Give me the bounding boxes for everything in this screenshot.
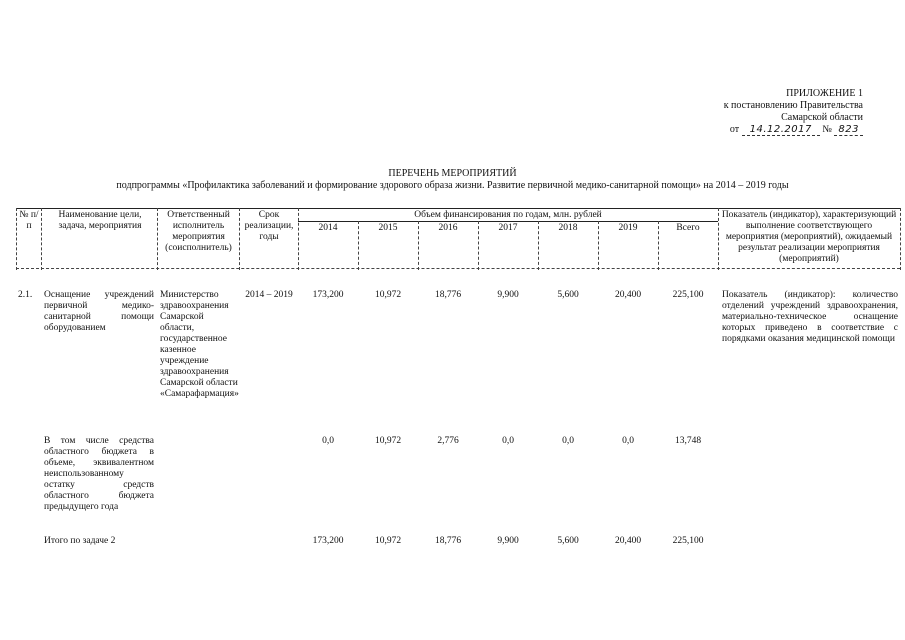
appendix-date-line — [724, 124, 863, 136]
row3-value: 9,900 — [497, 536, 519, 546]
row1-executor: Министерство здравоохранения Самарской области, государственное казенное учреждение здравоохранения Самарской области «Самарафармация» — [160, 290, 239, 399]
row1-num: 2.1. — [18, 290, 33, 300]
row2-value: 0,0 — [502, 436, 514, 446]
appendix-region: Самарской области — [781, 112, 863, 123]
row3-value: 10,972 — [374, 536, 402, 546]
number-value: 823 — [834, 124, 863, 136]
row2-name: В том числе средства областного бюджета в объеме, эквивалентном неиспользованному остатку средств областного бюджета предыдущего года — [44, 436, 154, 512]
row3-value: 5,600 — [557, 536, 579, 546]
row2-value: 10,972 — [374, 436, 402, 446]
appendix-decree: к постановлению Правительства — [723, 100, 863, 111]
row2-value: 2,776 — [437, 436, 459, 446]
header-year: 2018 — [558, 223, 578, 233]
appendix-block — [724, 88, 863, 136]
header-year: 2017 — [498, 223, 518, 233]
date-value: 14.12.2017 — [742, 124, 820, 136]
row1-term: 2014 – 2019 — [245, 290, 293, 300]
row3-value: 20,400 — [614, 536, 642, 546]
row1-value: 173,200 — [312, 290, 344, 300]
header-year: 2014 — [318, 223, 338, 233]
row1-total: 225,100 — [672, 290, 704, 300]
number-prefix: № — [822, 124, 832, 135]
header-indicator: Показатель (индикатор), характеризующий выполнение соответствующего мероприятия (мероприятий), ожидаемый результат реализации мероприятия (мероприятий) — [721, 210, 897, 264]
row3-total: 225,100 — [672, 536, 704, 546]
header-year: 2016 — [438, 223, 458, 233]
row2-value: 0,0 — [622, 436, 634, 446]
row1-indicator: Показатель (индикатор): количество отделений учреждений здравоохранения, материально-техническое оснащение которых приведено в соответствие с порядками оказания медицинской помощи — [722, 290, 898, 344]
header-year-total: Всего — [676, 223, 700, 233]
header-year: 2015 — [378, 223, 398, 233]
header-term: Срок реализации, годы — [244, 210, 294, 242]
row1-value: 18,776 — [434, 290, 462, 300]
row1-value: 9,900 — [497, 290, 519, 300]
row3-name: Итого по задаче 2 — [44, 536, 116, 546]
document-title — [0, 168, 905, 192]
row1-value: 20,400 — [614, 290, 642, 300]
date-prefix: от — [729, 124, 740, 135]
header-name: Наименование цели, задача, мероприятия — [58, 210, 142, 231]
row2-value: 0,0 — [562, 436, 574, 446]
row1-name: Оснащение учреждений первичной медико-санитарной помощи оборудованием — [44, 290, 154, 333]
row2-value: 0,0 — [322, 436, 334, 446]
appendix-title: ПРИЛОЖЕНИЕ 1 — [786, 88, 863, 99]
header-num: № п/п — [19, 210, 39, 231]
header-year: 2019 — [618, 223, 638, 233]
row1-value: 10,972 — [374, 290, 402, 300]
title-sub: подпрограммы «Профилактика заболеваний и формирование здорового образа жизни. Развитие первичной медико-санитарной помощи» на 2014 – 2019 годы — [116, 180, 789, 191]
row3-value: 18,776 — [434, 536, 462, 546]
title-main: ПЕРЕЧЕНЬ МЕРОПРИЯТИЙ — [388, 168, 517, 179]
row2-total: 13,748 — [674, 436, 702, 446]
row3-value: 173,200 — [312, 536, 344, 546]
header-executor: Ответственный исполнитель мероприятия (соисполнитель) — [165, 210, 232, 253]
row1-value: 5,600 — [557, 290, 579, 300]
header-financing: Объем финансирования по годам, млн. рублей — [414, 210, 602, 220]
